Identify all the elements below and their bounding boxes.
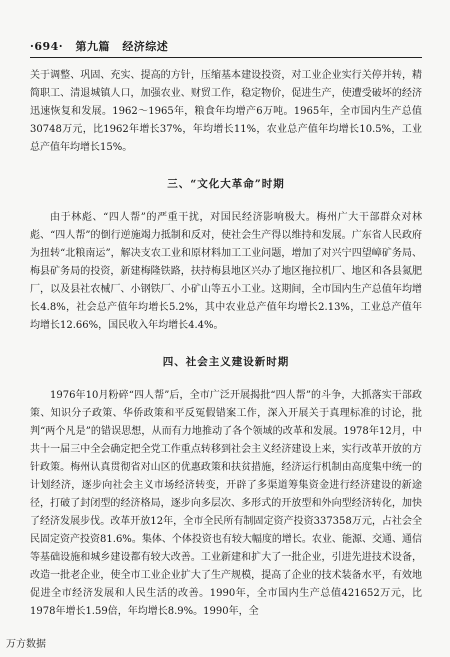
section-3-title: 三、“文化大革命”时期	[167, 178, 285, 190]
header-rule	[30, 57, 422, 58]
section-4-title: 四、社会主义建设新时期	[162, 356, 290, 368]
paragraph-3: 1976年10月粉碎“四人帮”后，全市广泛开展揭批“四人帮”的斗争，大抓落实干部政策、知识分子政策、华侨政策和平反冤假错案工作，深入开展关于真理标准的讨论，批判“两个凡是”的错误思想，从而有力地推动了各个领域的改革和发展。1978年12月，中共十一届三中全会确定把全党工作重点转移到社会主义经济建设上来，实行改革开放的方针政策。梅州认真贯彻省对山区的优惠政策和扶贫措施，经济运行机制由高度集中统一的计划经济，逐步向社会主义市场经济转变，开辟了多渠道筹集资金进行经济建设的新途径，打破了封闭型的经济格局，逐步向多层次、多形式的开放型和外向型经济转化，加快了经济发展步伐。改革开放12年，全市全民所有制固定资产投资337358万元，占社会全民固定资产投资81.6%。集体、个体投资也有较大幅度的增长。农业、能源、交通、通信等基础设施和城乡建设都有较大改善。工业新建和扩大了一批企业，引进先进技术设备，改造一批老企业，使全市工业企业扩大了生产规模，提高了企业的技术装备水平，有效地促进全市经济发展和人民生活的改善。1990年，全市国内生产总值421652万元，比1978年增长1.59倍，年均增长8.9%。1990年，全	[30, 390, 422, 617]
running-header	[30, 38, 420, 54]
watermark-text: 万方数据	[6, 639, 46, 650]
paragraph-1: 关于调整、巩固、充实、提高的方针，压缩基本建设投资，对工业企业实行关停并转，精简职工、清退城镇人口，加强农业、财贸工作，稳定物价，促进生产，使遭受破坏的经济迅速恢复和发展。1962～1965年，粮食年均增产6万吨。1965年，全市国内生产总值30748万元，比1962年增长37%，年均增长11%，农业总产值年均增长10.5%，工业总产值年均增长15%。	[30, 70, 422, 153]
main-text	[30, 67, 422, 621]
chapter-title: 经济综述	[122, 40, 169, 53]
page-number: ·694·	[30, 40, 64, 53]
part-label: 第九篇	[75, 40, 110, 53]
paragraph-2: 由于林彪、“四人帮”的严重干扰，对国民经济影响极大。梅州广大干部群众对林彪、“四人帮”的倒行逆施竭力抵制和反对，使社会生产得以维持和发展。广东省人民政府为扭转“北粮南运”，解决支农工业和原材料加工工业问题，增加了对兴宁四望嶂矿务局、梅县矿务局的投资，新建梅隆铁路，扶持梅县地区兴办了地区拖拉机厂、地区和各县氮肥厂，以及县社农械厂、小钢铁厂、小矿山等五小工业。这期间，全市国内生产总值年均增长4.8%，社会总产值年均增长5.2%，其中农业总产值年均增长2.13%，工业总产值年均增长12.66%，国民收入年均增长4.4%。	[30, 212, 422, 331]
